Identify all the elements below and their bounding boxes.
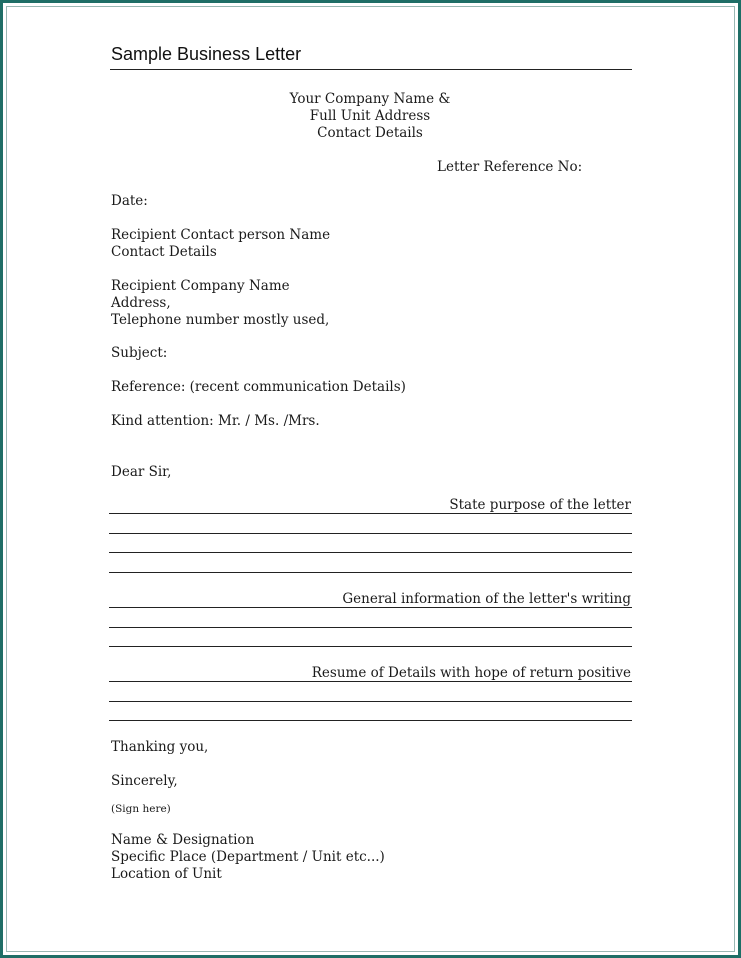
paragraph-resume-label: Resume of Details with hope of return positive (311, 665, 631, 681)
writing-line (109, 513, 632, 514)
closing-sincerely: Sincerely, (111, 773, 178, 789)
subject-label: Subject: (111, 345, 168, 361)
paragraph-general-label: General information of the letter's writing (342, 591, 631, 607)
writing-line (109, 720, 632, 721)
writing-line (109, 627, 632, 628)
recipient-company: Recipient Company Name (111, 278, 290, 294)
closing-thanks: Thanking you, (111, 739, 209, 755)
writing-line (109, 701, 632, 702)
letter-reference-no: Letter Reference No: (437, 159, 583, 175)
writing-line (109, 607, 632, 608)
writing-line (109, 572, 632, 573)
writing-line (109, 552, 632, 553)
recipient-address: Address, (111, 295, 171, 311)
attention-label: Kind attention: Mr. / Ms. /Mrs. (111, 413, 320, 429)
document-title: Sample Business Letter (111, 44, 302, 64)
title-underline (110, 69, 632, 70)
signer-place: Specific Place (Department / Unit etc...) (111, 849, 385, 865)
reference-label: Reference: (recent communication Details) (111, 379, 406, 395)
signature-placeholder: (Sign here) (111, 803, 171, 815)
writing-line (109, 646, 632, 647)
date-label: Date: (111, 193, 148, 209)
paragraph-purpose-label: State purpose of the letter (449, 497, 631, 513)
signer-location: Location of Unit (111, 866, 222, 882)
recipient-telephone: Telephone number mostly used, (111, 312, 330, 328)
recipient-contact: Contact Details (111, 244, 217, 260)
writing-line (109, 681, 632, 682)
company-contact: Contact Details (317, 125, 423, 141)
recipient-person: Recipient Contact person Name (111, 227, 331, 243)
writing-line (109, 533, 632, 534)
signer-name-designation: Name & Designation (111, 832, 255, 848)
company-name: Your Company Name & (289, 91, 451, 107)
company-address: Full Unit Address (309, 108, 431, 124)
salutation: Dear Sir, (111, 464, 172, 480)
